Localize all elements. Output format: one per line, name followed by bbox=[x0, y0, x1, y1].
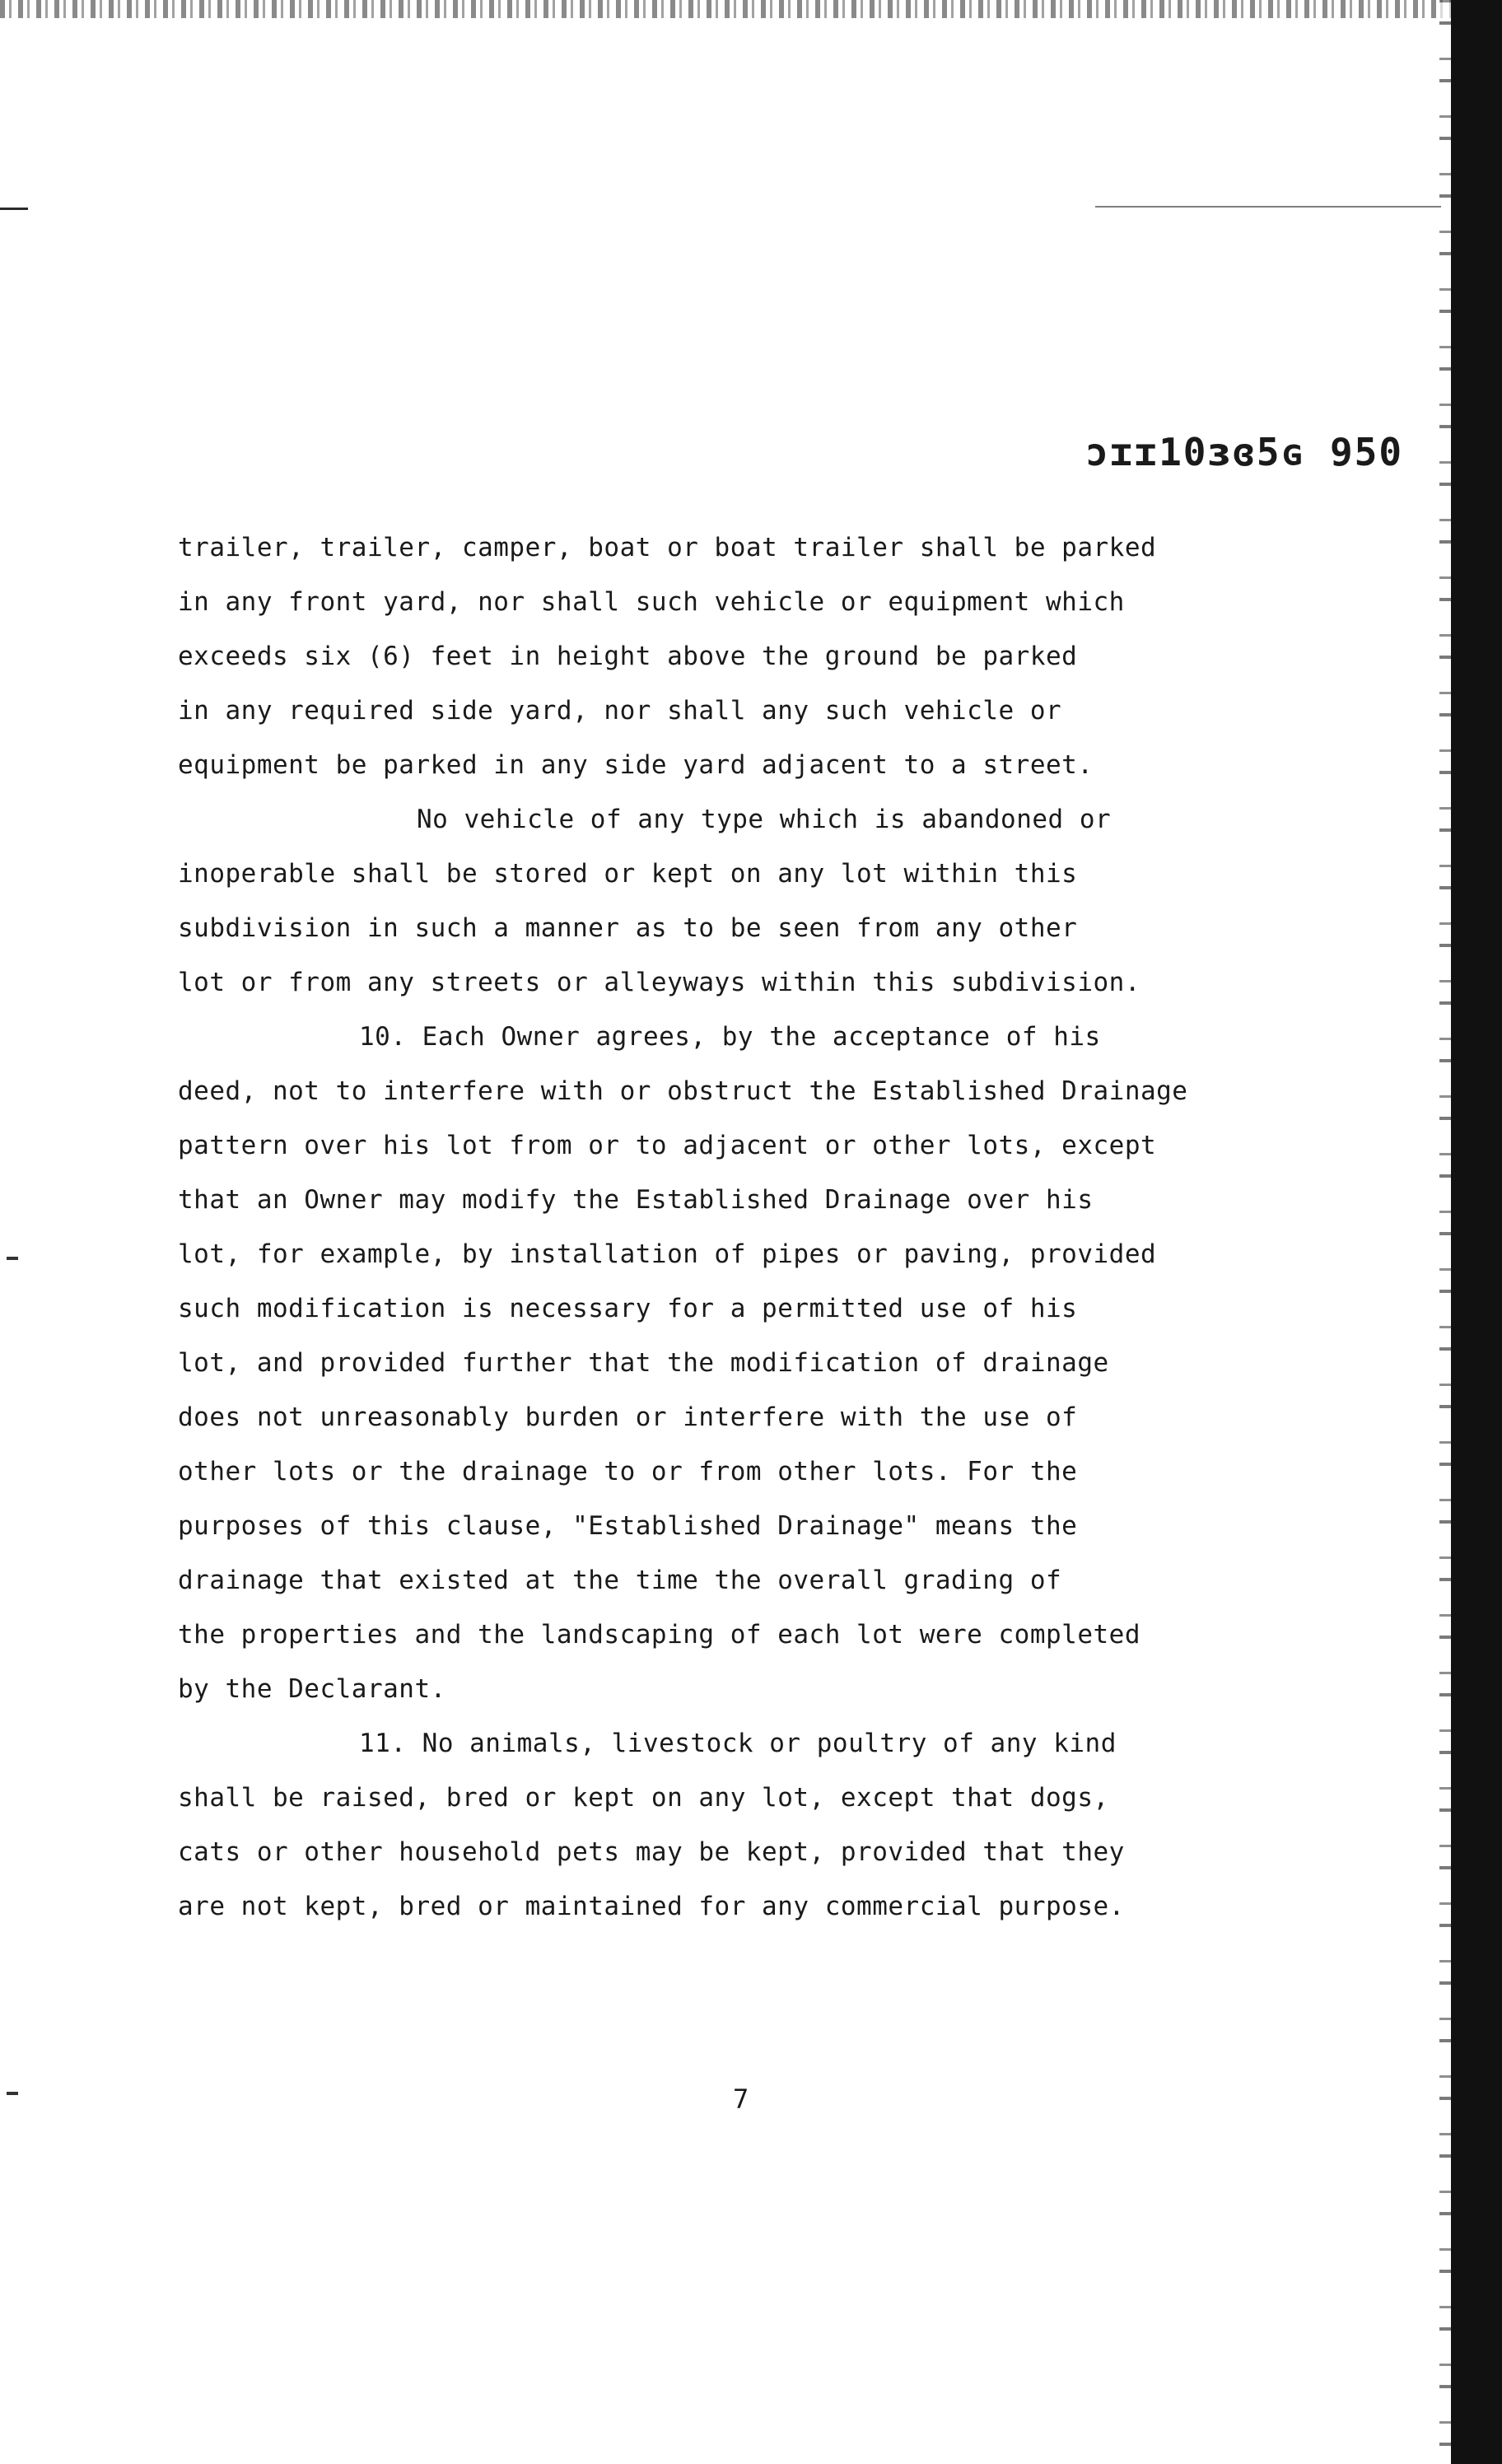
book-page-reference: ɔɪɪ10ɜɞ5ɢ 950 bbox=[1085, 430, 1404, 474]
text-line: lot or from any streets or alleyways within this subdivision. bbox=[178, 968, 1140, 997]
text-line: 10. Each Owner agrees, by the acceptance of his bbox=[359, 1022, 1101, 1052]
document-body bbox=[178, 520, 1265, 1934]
text-line: cats or other household pets may be kept, provided that they bbox=[178, 1837, 1125, 1867]
text-line: the properties and the landscaping of each lot were completed bbox=[178, 1620, 1140, 1650]
text-line: pattern over his lot from or to adjacent or other lots, except bbox=[178, 1131, 1157, 1160]
text-line: No vehicle of any type which is abandoned or bbox=[417, 805, 1112, 834]
text-line: in any required side yard, nor shall any such vehicle or bbox=[178, 696, 1062, 726]
text-line: trailer, trailer, camper, boat or boat trailer shall be parked bbox=[178, 533, 1157, 562]
text-line: exceeds six (6) feet in height above the ground be parked bbox=[178, 642, 1078, 671]
scan-top-right-line bbox=[1095, 206, 1441, 208]
text-line: 11. No animals, livestock or poultry of any kind bbox=[359, 1729, 1117, 1758]
text-line: by the Declarant. bbox=[178, 1674, 446, 1704]
text-line: shall be raised, bred or kept on any lot, except that dogs, bbox=[178, 1783, 1109, 1813]
scan-left-line bbox=[0, 208, 28, 210]
text-line: lot, for example, by installation of pipes or paving, provided bbox=[178, 1239, 1157, 1269]
page-number: 7 bbox=[733, 2084, 749, 2115]
text-line: other lots or the drainage to or from other lots. For the bbox=[178, 1457, 1078, 1486]
scan-right-edge bbox=[1451, 0, 1502, 2464]
text-line: deed, not to interfere with or obstruct the Established Drainage bbox=[178, 1076, 1188, 1106]
scan-top-noise bbox=[0, 0, 1502, 18]
text-line: that an Owner may modify the Established Drainage over his bbox=[178, 1185, 1094, 1215]
text-line: in any front yard, nor shall such vehicle or equipment which bbox=[178, 587, 1125, 617]
text-line: lot, and provided further that the modification of drainage bbox=[178, 1348, 1109, 1378]
text-line: does not unreasonably burden or interfere with the use of bbox=[178, 1402, 1078, 1432]
text-line: drainage that existed at the time the overall grading of bbox=[178, 1566, 1062, 1595]
scan-left-mark bbox=[7, 1257, 18, 1260]
text-line: subdivision in such a manner as to be seen from any other bbox=[178, 913, 1078, 943]
text-line: inoperable shall be stored or kept on any lot within this bbox=[178, 859, 1078, 889]
scan-left-mark bbox=[7, 2092, 18, 2095]
text-line: are not kept, bred or maintained for any commercial purpose. bbox=[178, 1892, 1125, 1921]
scan-right-edge-marks bbox=[1439, 0, 1451, 2464]
text-line: such modification is necessary for a permitted use of his bbox=[178, 1294, 1078, 1323]
text-line: equipment be parked in any side yard adjacent to a street. bbox=[178, 750, 1094, 780]
text-line: purposes of this clause, "Established Drainage" means the bbox=[178, 1511, 1078, 1541]
